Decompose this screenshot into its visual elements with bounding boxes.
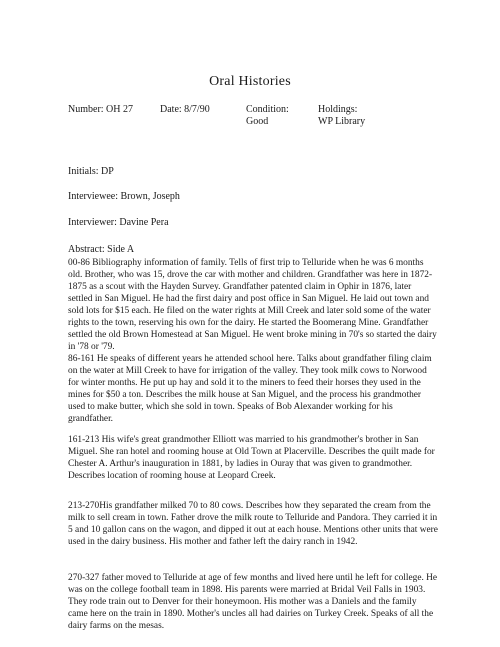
condition-label: Condition: xyxy=(246,104,289,115)
holdings-label: Holdings: xyxy=(318,104,358,115)
condition-field xyxy=(246,104,289,128)
abstract-heading: Abstract: Side A xyxy=(68,244,135,255)
abstract-paragraph: 00-86 Bibliography information of family. Tells of first trip to Telluride when he was 6 months old. Brother, who was 15, drove the car with mother and children. Grandfather was here in 1872-1875 as a scout with the Hayden Survey. Grandfather patented claim in Ophir in 1876, later settled in San Miguel. He had the first dairy and post office in San Miguel. He laid out town and sold lots for $15 each. He filed on the water rights at Mill Creek and later sold some of the water rights to the town, reserving his own for the dairy. He started the Boomerang Mine. Grandfather settled the old Brown Homestead at San Miguel. He went broke mining in 70's so started the dairy in '78 or '79. xyxy=(68,258,437,352)
record-date: Date: 8/7/90 xyxy=(160,104,210,115)
abstract-paragraph: 86-161 He speaks of different years he attended school here. Talks about grandfather filing claim on the water at Mill Creek to have for irrigation of the valley. They took milk cows to Norwood for winter months. He put up hay and sold it to the miners to feed their horses they used in the mines for $50 a ton. Describes the milk house at San Miguel, and the process his grandmother used to make butter, which she sold in town. Speaks of Bob Alexander working for his grandfather. xyxy=(68,354,432,424)
abstract-paragraph: 161-213 His wife's great grandmother Elliott was married to his grandmother's brother in San Miguel. She ran hotel and rooming house at Old Town at Placerville. Describes the quilt made for Chester A. Arthur's inauguration in 1881, by ladies in Ouray that was given to grandmother. Describes location of rooming house at Leopard Creek. xyxy=(68,435,435,481)
record-number: Number: OH 27 xyxy=(68,104,133,115)
interviewer-field: Interviewer: Davine Pera xyxy=(68,217,169,228)
initials-field: Initials: DP xyxy=(68,166,114,177)
holdings-field xyxy=(318,104,365,128)
condition-value: Good xyxy=(246,116,269,127)
page-title: Oral Histories xyxy=(209,74,291,89)
abstract-paragraph: 213-270His grandfather milked 70 to 80 cows. Describes how they separated the cream from the milk to sell cream in town. Father drove the milk route to Telluride and Pandora. They carried it in 5 and 10 gallon cans on the wagon, and dipped it out at each house. Mentions other units that were used in the dairy business. His mother and father left the dairy ranch in 1942. xyxy=(68,501,438,547)
abstract-paragraph: 270-327 father moved to Telluride at age of few months and lived here until he left for college. He was on the college football team in 1898. His parents were married at Bridal Veil Falls in 1903. They rode train out to Denver for their honeymoon. His mother was a Daniels and the family came here on the train in 1890. Mother's uncles all had dairies on Turkey Creek. Speaks of all the dairy farms on the mesas. xyxy=(68,573,438,631)
holdings-value: WP Library xyxy=(318,116,366,127)
interviewee-field: Interviewee: Brown, Joseph xyxy=(68,191,180,202)
